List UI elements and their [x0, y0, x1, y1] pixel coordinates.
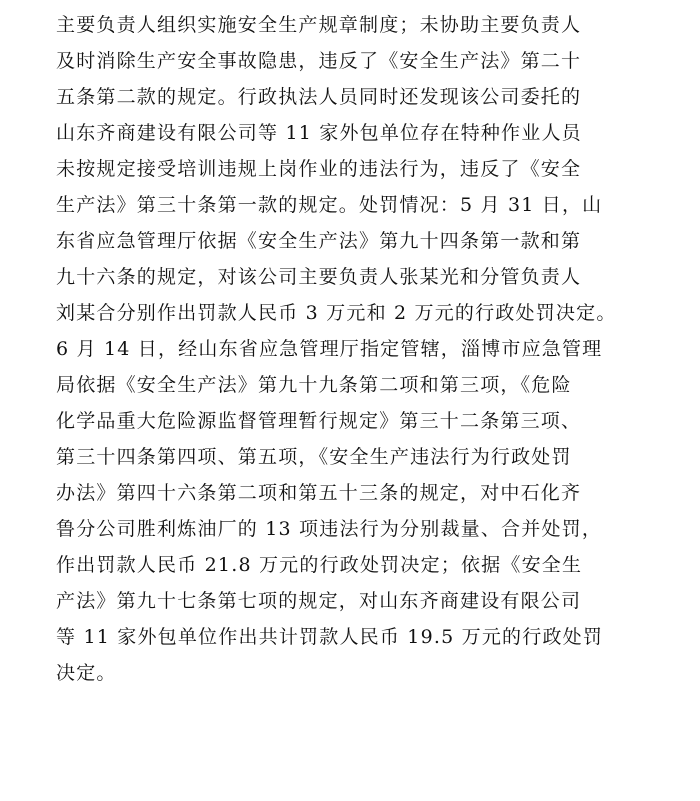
document-body [56, 0, 646, 691]
text-line: 主要负责人组织实施安全生产规章制度；未协助主要负责人 [56, 14, 582, 36]
text-line: 办法》第四十六条第二项和第五十三条的规定，对中石化齐 [56, 482, 582, 504]
text-line: 第三十四条第四项、第五项，《安全生产违法行为行政处罚 [56, 446, 572, 468]
text-line: 6 月 14 日，经山东省应急管理厅指定管辖，淄博市应急管理 [56, 338, 603, 360]
text-line: 局依据《安全生产法》第九十九条第二项和第三项，《危险 [56, 374, 572, 396]
text-line: 决定。 [56, 662, 117, 684]
text-line: 五条第二款的规定。行政执法人员同时还发现该公司委托的 [56, 86, 582, 108]
text-line: 刘某合分别作出罚款人民币 3 万元和 2 万元的行政处罚决定。 [56, 302, 617, 324]
text-line: 九十六条的规定，对该公司主要负责人张某光和分管负责人 [56, 266, 582, 288]
text-line: 东省应急管理厅依据《安全生产法》第九十四条第一款和第 [56, 230, 582, 252]
text-line: 及时消除生产安全事故隐患，违反了《安全生产法》第二十 [56, 50, 582, 72]
text-line: 等 11 家外包单位作出共计罚款人民币 19.5 万元的行政处罚 [56, 626, 604, 648]
text-line: 未按规定接受培训违规上岗作业的违法行为，违反了《安全 [56, 158, 582, 180]
text-line: 作出罚款人民币 21.8 万元的行政处罚决定；依据《安全生 [56, 554, 583, 576]
text-line: 鲁分公司胜利炼油厂的 13 项违法行为分别裁量、合并处罚， [56, 518, 603, 540]
text-line: 产法》第九十七条第七项的规定，对山东齐商建设有限公司 [56, 590, 582, 612]
text-line: 生产法》第三十条第一款的规定。处罚情况：5 月 31 日，山 [56, 194, 603, 216]
text-line: 山东齐商建设有限公司等 11 家外包单位存在特种作业人员 [56, 122, 582, 144]
text-line: 化学品重大危险源监督管理暂行规定》第三十二条第三项、 [56, 410, 582, 432]
